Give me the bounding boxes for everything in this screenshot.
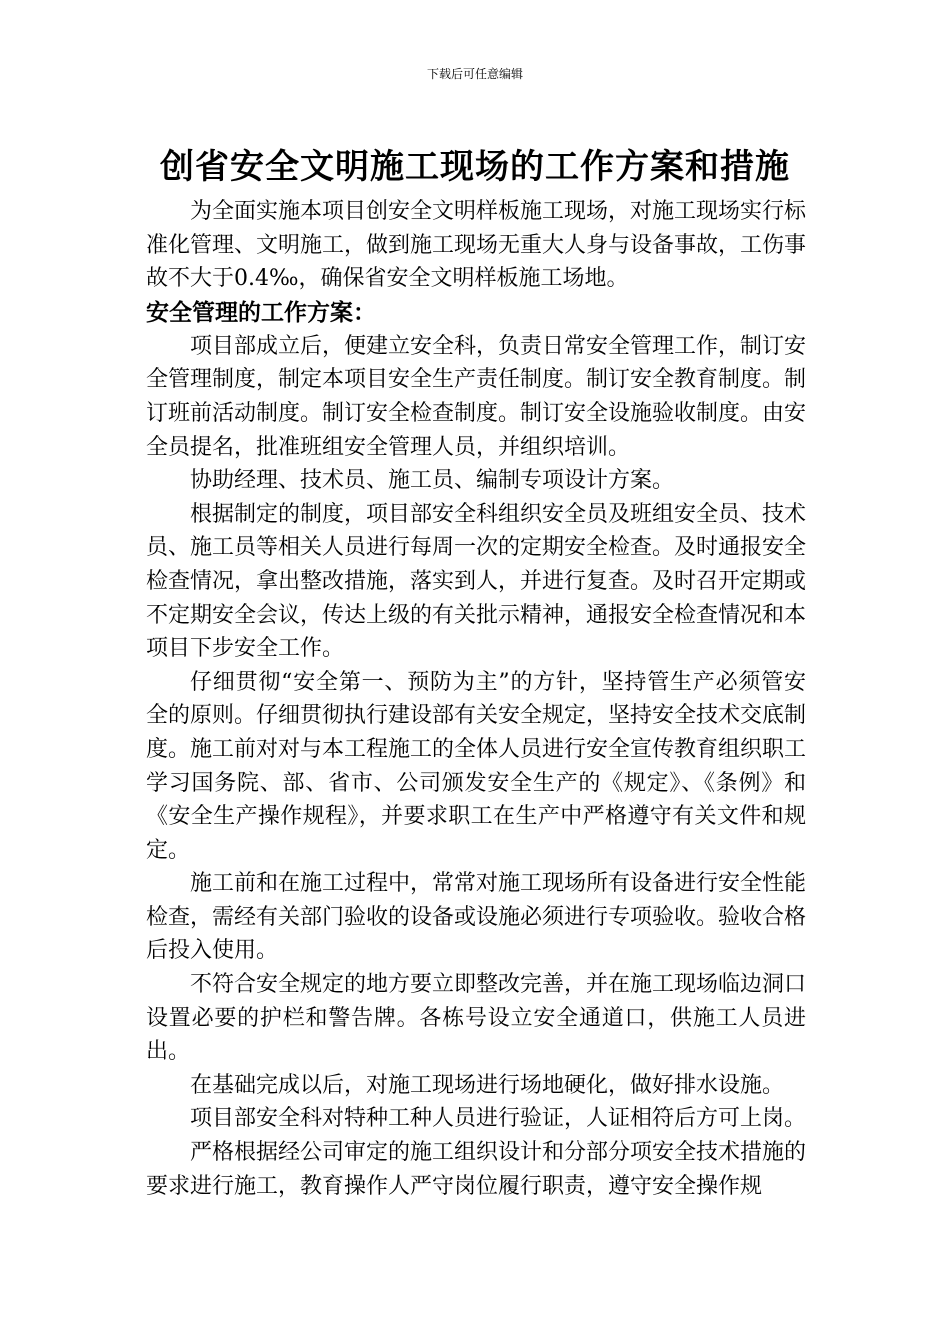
body-paragraph-9: 严格根据经公司审定的施工组织设计和分部分项安全技术措施的要求进行施工，教育操作人严守岗位履行职责，遵守安全操作规 bbox=[146, 1140, 807, 1199]
body-paragraph-3: 根据制定的制度，项目部安全科组织安全员及班组安全员、技术员、施工员等相关人员进行每周一次的定期安全检查。及时通报安全检查情况，拿出整改措施，落实到人，并进行复查。及时召开定期或不定期安全会议，传达上级的有关批示精神，通报安全检查情况和本项目下步安全工作。 bbox=[146, 501, 807, 662]
body-paragraph-8: 项目部安全科对特种工种人员进行验证，人证相符后方可上岗。 bbox=[190, 1106, 807, 1132]
section-heading: 安全管理的工作方案： bbox=[146, 298, 376, 326]
body-paragraph-2: 协助经理、技术员、施工员、编制专项设计方案。 bbox=[190, 468, 675, 494]
body-paragraph-5: 施工前和在施工过程中，常常对施工现场所有设备进行安全性能检查，需经有关部门验收的设备或设施必须进行专项验收。验收合格后投入使用。 bbox=[146, 871, 807, 964]
document-body bbox=[146, 195, 806, 1203]
body-paragraph-1: 项目部成立后，便建立安全科，负责日常安全管理工作，制订安全管理制度，制定本项目安全生产责任制度。制订安全教育制度。制订班前活动制度。制订安全检查制度。制订安全设施验收制度。由安全员提名，批准班组安全管理人员，并组织培训。 bbox=[146, 333, 807, 460]
body-paragraph-4: 仔细贯彻“安全第一、预防为主”的方针，坚持管生产必须管安全的原则。仔细贯彻执行建设部有关安全规定，坚持安全技术交底制度。施工前对对与本工程施工的全体人员进行安全宣传教育组织职工学习国务院、部、省市、公司颁发安全生产的《规定》、《条例》和《安全生产操作规程》，并要求职工在生产中严格遵守有关文件和规定。 bbox=[146, 669, 807, 863]
body-paragraph-7: 在基础完成以后，对施工现场进行场地硬化，做好排水设施。 bbox=[190, 1072, 785, 1098]
page-title: 创省安全文明施工现场的工作方案和措施 bbox=[160, 146, 790, 187]
intro-paragraph: 为全面实施本项目创安全文明样板施工现场，对施工现场实行标准化管理、文明施工，做到施工现场无重大人身与设备事故，工伤事故不大于0.4‰，确保省安全文明样板施工场地。 bbox=[146, 199, 807, 292]
body-paragraph-6: 不符合安全规定的地方要立即整改完善，并在施工现场临边洞口设置必要的护栏和警告牌。各栋号设立安全通道口，供施工人员进出。 bbox=[146, 972, 807, 1065]
header-note: 下载后可任意编辑 bbox=[426, 67, 523, 81]
